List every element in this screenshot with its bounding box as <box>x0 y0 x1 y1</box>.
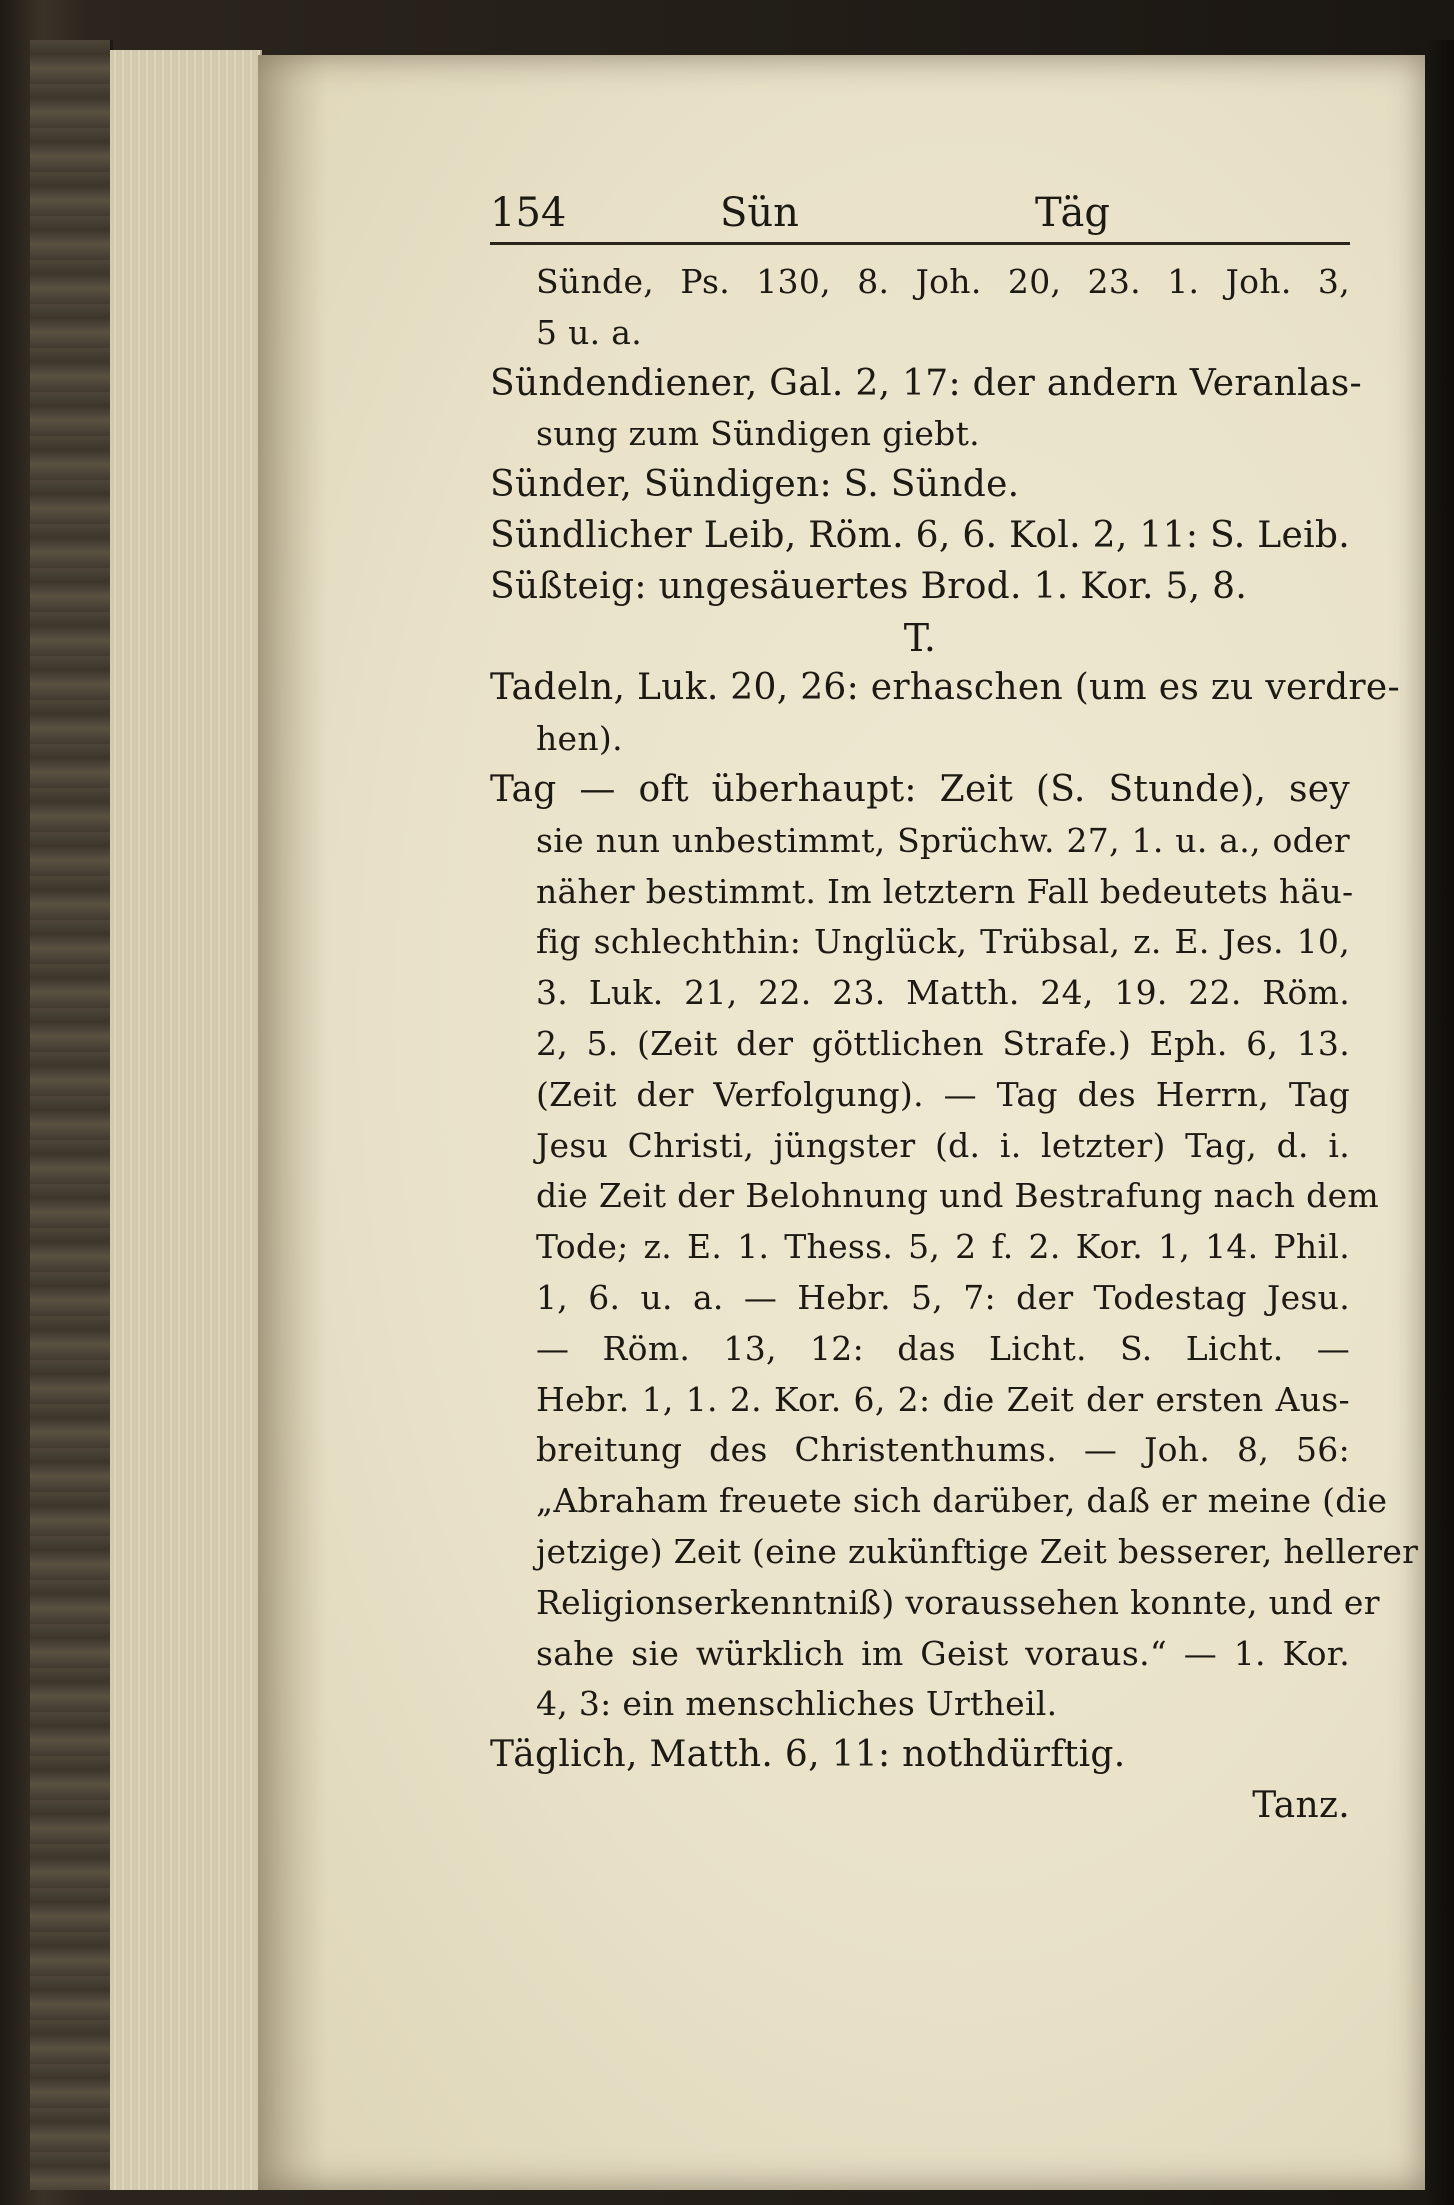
text-line: Sündlicher Leib, Röm. 6, 6. Kol. 2, 11: S. Leib. <box>490 514 1350 556</box>
text-line: Sünder, Sündigen: S. Sünde. <box>490 464 1020 506</box>
text-line: breitung des Christenthums. — Joh. 8, 56: <box>536 1430 1350 1470</box>
text-line: Jesu Christi, jüngster (d. i. letzter) Tag, d. i. <box>536 1125 1350 1165</box>
text-line: die Zeit der Belohnung und Bestrafung nach dem <box>536 1176 1379 1216</box>
text-line: sie nun unbestimmt, Sprüchw. 27, 1. u. a., oder <box>536 820 1350 860</box>
text-line: — Röm. 13, 12: das Licht. S. Licht. — <box>536 1328 1350 1368</box>
running-header <box>490 180 1350 245</box>
text-line: näher bestimmt. Im letztern Fall bedeutets häu- <box>536 871 1354 911</box>
text-line: Täglich, Matth. 6, 11: nothdürftig. <box>490 1734 1126 1776</box>
text-line: „Abraham freuete sich darüber, daß er meine (die <box>536 1481 1388 1521</box>
text-line: Hebr. 1, 1. 2. Kor. 6, 2: die Zeit der ersten Aus- <box>536 1379 1350 1419</box>
text-line: T. <box>903 615 937 660</box>
text-line: Sündendiener, Gal. 2, 17: der andern Veranlas- <box>490 362 1362 404</box>
text-line: 1, 6. u. a. — Hebr. 5, 7: der Todestag Jesu. <box>536 1277 1350 1317</box>
text-line: sung zum Sündigen giebt. <box>536 414 980 454</box>
text-line: fig schlechthin: Unglück, Trübsal, z. E. Jes. 10, <box>536 922 1350 962</box>
page-text-block <box>490 180 1419 1832</box>
dictionary-entries <box>490 257 1419 1832</box>
text-line: 5 u. a. <box>536 312 642 352</box>
right-guideword: Täg <box>1035 190 1110 236</box>
gutter-shadow <box>258 55 328 2190</box>
text-line: 4, 3: ein menschliches Urtheil. <box>536 1684 1058 1724</box>
text-line: Tanz. <box>1252 1784 1350 1826</box>
text-line: sahe sie würklich im Geist voraus.“ — 1. Kor. <box>536 1633 1350 1673</box>
text-line: Tadeln, Luk. 20, 26: erhaschen (um es zu verdre- <box>490 667 1401 709</box>
page-stack-edge <box>110 50 262 2190</box>
page-number: 154 <box>490 190 567 236</box>
text-line: Tag — oft überhaupt: Zeit (S. Stunde), sey <box>490 768 1350 810</box>
text-line: hen). <box>536 719 623 759</box>
text-line: Sünde, Ps. 130, 8. Joh. 20, 23. 1. Joh. 3, <box>536 262 1350 301</box>
book-cover-edge <box>30 40 113 2190</box>
text-line: Religionserkenntniß) voraussehen konnte, und er <box>536 1582 1380 1622</box>
right-page-edge <box>1425 40 1454 2205</box>
left-guideword: Sün <box>720 190 799 236</box>
text-line: (Zeit der Verfolgung). — Tag des Herrn, Tag <box>536 1074 1350 1114</box>
text-line: Tode; z. E. 1. Thess. 5, 2 f. 2. Kor. 1, 14. Phil. <box>536 1227 1350 1267</box>
text-line: 2, 5. (Zeit der göttlichen Strafe.) Eph. 6, 13. <box>536 1023 1350 1063</box>
text-line: jetzige) Zeit (eine zukünftige Zeit besserer, hellerer <box>536 1531 1419 1571</box>
text-line: Süßteig: ungesäuertes Brod. 1. Kor. 5, 8. <box>490 565 1248 607</box>
text-line: 3. Luk. 21, 22. 23. Matth. 24, 19. 22. Röm. <box>536 973 1350 1013</box>
